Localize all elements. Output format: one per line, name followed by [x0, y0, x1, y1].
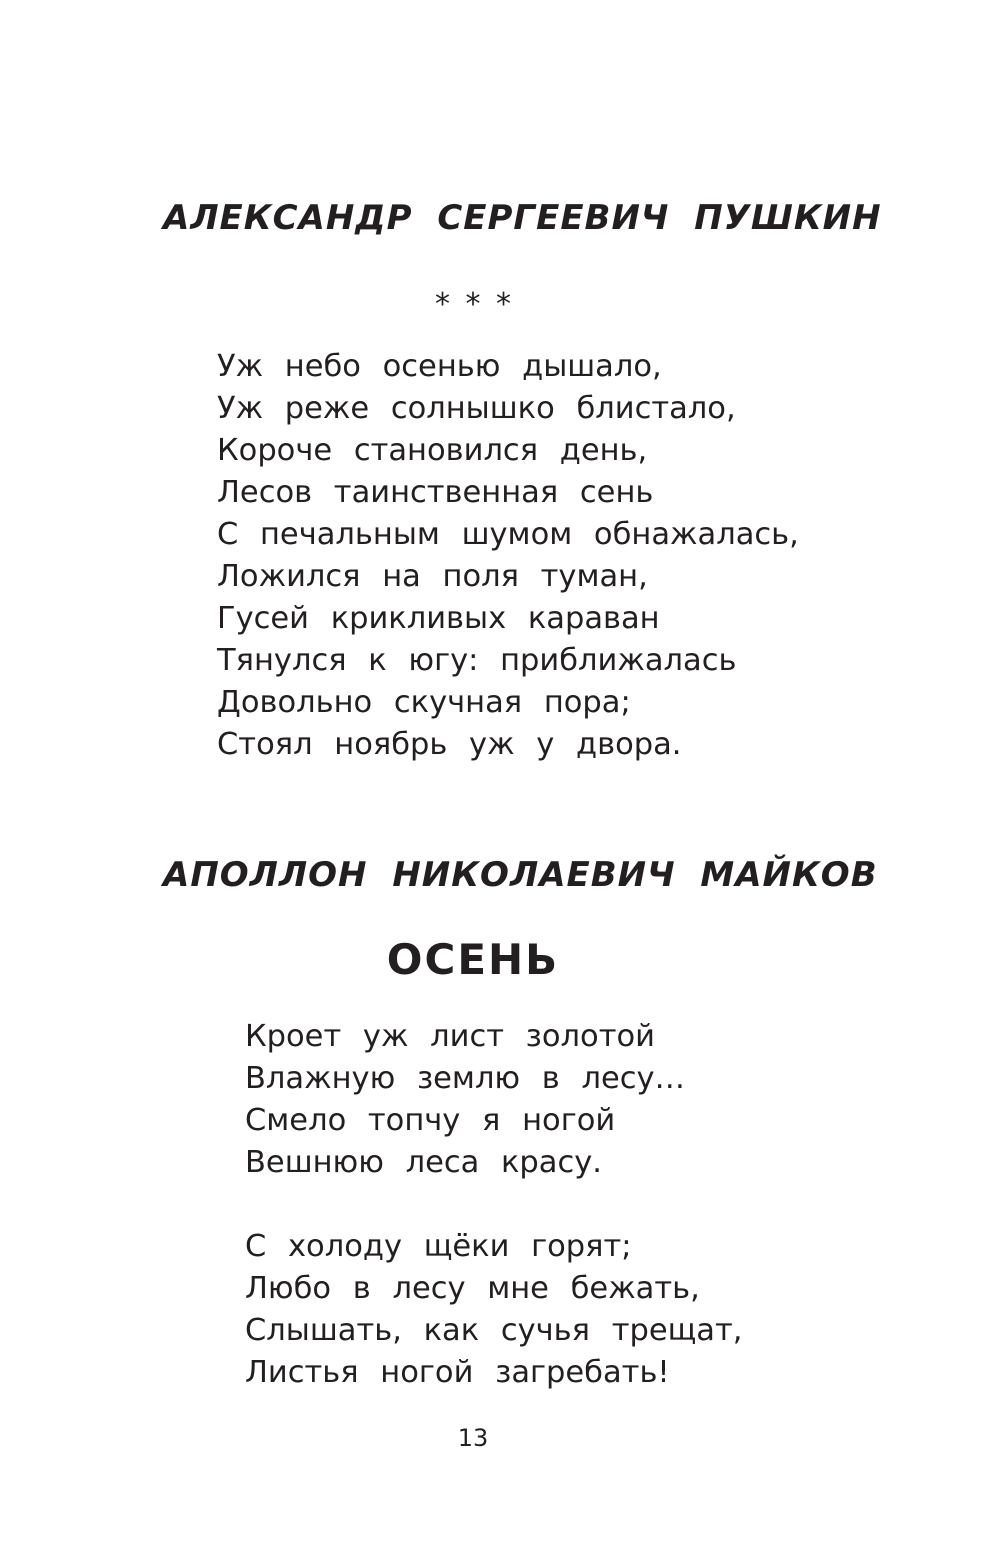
- page-number: 13: [457, 1424, 489, 1452]
- poem-author: АПОЛЛОН НИКОЛАЕВИЧ МАЙКОВ: [163, 855, 878, 895]
- poem-title: ОСЕНЬ: [386, 935, 560, 984]
- poem-stanza: [245, 1226, 742, 1394]
- poem-line: Стоял ноябрь уж у двора.: [217, 727, 682, 762]
- poem-line: Уж реже солнышко блистало,: [217, 391, 736, 426]
- poem-line: Листья ногой загребать!: [245, 1355, 670, 1390]
- poem-line: Лесов таинственная сень: [217, 475, 654, 510]
- poem-line: С печальным шумом обнажалась,: [217, 517, 799, 552]
- poem-line: Любо в лесу мне бежать,: [245, 1271, 700, 1306]
- poem-line: Тянулся к югу: приближалась: [217, 643, 737, 678]
- poem-line: С холоду щёки горят;: [245, 1229, 632, 1264]
- poem-stanza: [217, 346, 799, 766]
- poem-line: Ложился на поля туман,: [217, 559, 648, 594]
- poem-line: Уж небо осенью дышало,: [217, 349, 662, 384]
- poem-line: Влажную землю в лесу…: [245, 1061, 686, 1096]
- poem-line: Вешнюю леса красу.: [245, 1145, 602, 1180]
- poem-line: Кроет уж лист золотой: [245, 1019, 655, 1054]
- poem-line: Довольно скучная пора;: [217, 685, 631, 720]
- untitled-poem-mark: * * *: [434, 287, 512, 322]
- poem-line: Короче становился день,: [217, 433, 648, 468]
- poem-line: Гусей крикливых караван: [217, 601, 660, 636]
- poem-stanza: [245, 1016, 685, 1184]
- poem-line: Слышать, как сучья трещат,: [245, 1313, 743, 1348]
- poem-line: Смело топчу я ногой: [245, 1103, 616, 1138]
- poem-author: АЛЕКСАНДР СЕРГЕЕВИЧ ПУШКИН: [163, 198, 882, 238]
